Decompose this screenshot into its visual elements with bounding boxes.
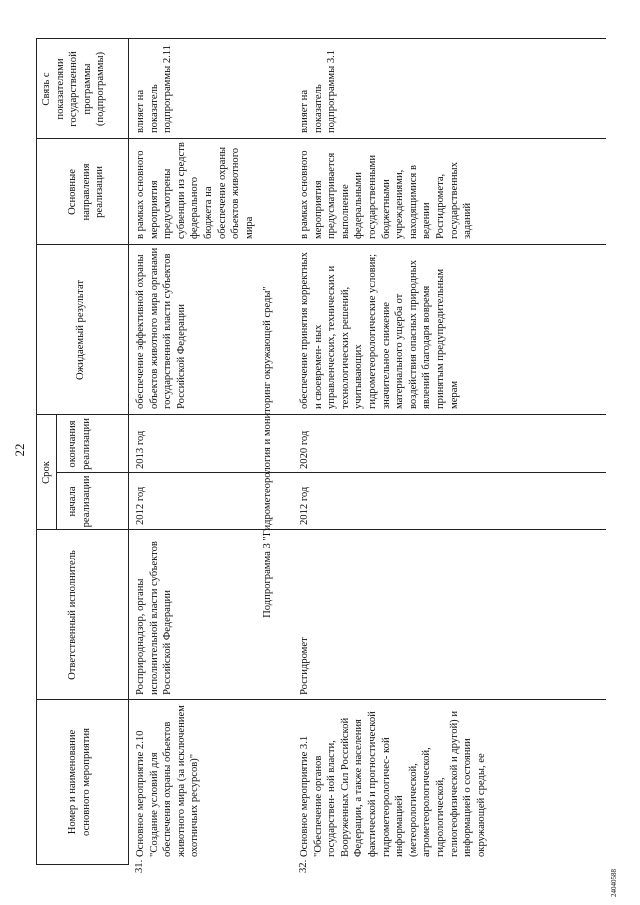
col-divider-5 — [36, 414, 606, 415]
header-end: окончания реализации — [67, 418, 92, 470]
col-divider-8 — [36, 38, 606, 39]
header-directions: Основные направления реализации — [67, 163, 106, 221]
row-31-name: Основное мероприятие 2.10 "Создание условий для обеспечения охраны объектов животного мира (за исключением охотничьих ресурсов)" — [135, 705, 201, 857]
col-divider-2 — [36, 699, 606, 700]
page-number: 22 — [12, 443, 27, 457]
row-32-responsible: Росгидромет — [299, 637, 310, 695]
header-link: Связь с показателями государственной программы (подпрограммы) — [41, 51, 107, 127]
row-31-link: влияет на показатель подпрограммы 2.11 — [135, 45, 174, 133]
activities-table — [36, 39, 606, 873]
row-31-directions: в рамках основного мероприятия предусмотрены субвенции из средств федерального бюджета на обеспечение охраны объектов животного мира — [135, 142, 255, 239]
header-start: начала реализации — [67, 475, 92, 528]
col-divider-7 — [36, 138, 606, 139]
row-32-start: 2012 год — [299, 486, 310, 525]
row-32-number: 32. — [298, 859, 309, 873]
header-responsible: Ответственный исполнитель — [67, 550, 78, 680]
row-32-end: 2020 год — [299, 430, 310, 469]
row-32-result: обеспечение принятия корректных и своевремен- ных управленческих, технических и технологических решений, учитывающих гидрометеорологические условия; значительное снижение материального ущерба от воздействия опасных природных явлений благодаря вовремя принятым предупредительным мерам — [299, 252, 460, 409]
table-top-rule — [36, 39, 37, 865]
document-code: 24040588 — [610, 869, 618, 897]
row-32-link: влияет на показатель подпрограммы 3.1 — [299, 49, 338, 133]
header-name: Номер и наименование основного мероприятия — [67, 728, 92, 836]
row-31-end: 2013 год — [135, 430, 146, 469]
row-31-result: обеспечение эффективной охраны объектов животного мира органами государственной власти субъектов Российской Федерации — [135, 247, 187, 409]
header-bottom-rule — [128, 39, 129, 865]
header-term: Срок — [41, 461, 52, 484]
col-divider-1 — [36, 864, 128, 865]
subprogram-title: Подпрограмма 3 "Гидрометеорология и мониторинг окружающей среды" — [262, 286, 273, 618]
col-divider-3 — [36, 529, 606, 530]
row-31-number: 31. — [134, 859, 145, 873]
row-31-start: 2012 год — [135, 486, 146, 525]
header-result: Ожидаемый результат — [75, 279, 86, 381]
row-32-directions: в рамках основного мероприятия предусматривается выполнение федеральными государственными бюджетными учреждениями, находящимися в ведении Росгидромета, государственных заданий — [299, 150, 474, 239]
row-32-name: Основное мероприятие 3.1 "Обеспечение органов государствен- ной власти, Вооруженных Сил Российской Федерации, а также населения фактической и прогностической гидрометеорологичес- кой информацией (метеорологической, агрометеорологической, гидрологической, гелиогеофизической и другой) и информацией о состоянии окружающей среды, ее — [299, 710, 487, 857]
col-divider-6 — [36, 244, 606, 245]
row-31-responsible: Росприроднадзор, органы исполнительной власти субъектов Российской Федерации — [135, 541, 174, 695]
